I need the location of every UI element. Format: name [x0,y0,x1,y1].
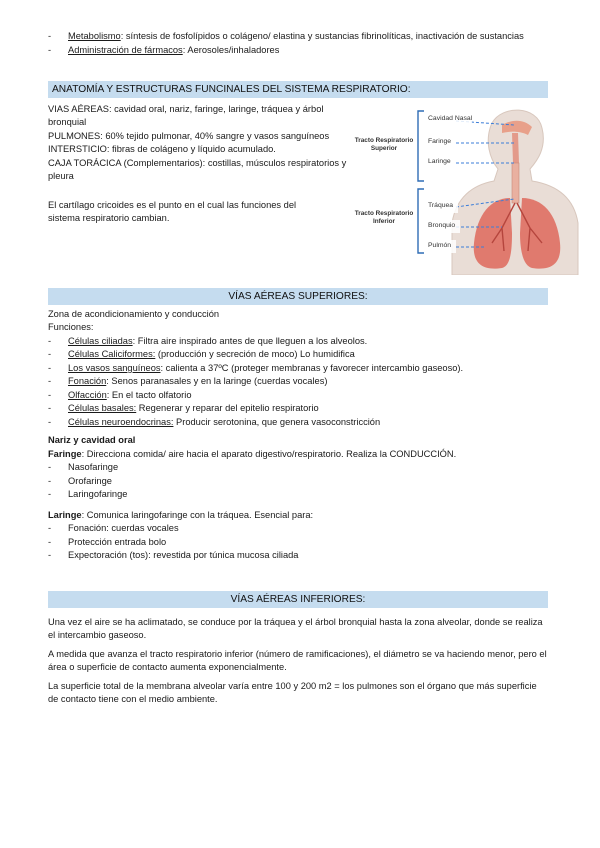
bullet-text: : síntesis de fosfolípidos o colágeno/ elastina y sustancias fibrinolíticas, inactivación de sustancias [120,31,524,41]
label-faringe: Faringe [428,138,452,145]
anatomy-line: CAJA TORÁCICA (Complementarios): costillas, músculos respiratorios y pleura [48,157,347,182]
list-item: - Nasofaringe [48,462,119,473]
upper-tract-title: Tracto Respiratorio Superior [354,137,414,153]
label-traquea: Tráquea [428,202,454,209]
respiratory-illustration [352,103,580,275]
list-item: - Células basales: Regenerar y reparar del epitelio respiratorio [48,403,319,414]
respiratory-tract-figure [352,103,580,275]
list-item: - Células Caliciformes: (producción y secreción de moco) Lo humidifica [48,349,355,360]
bullet-label: Metabolismo [68,31,121,41]
anatomy-line: PULMONES: 60% tejido pulmonar, 40% sangre y vasos sanguíneos [48,130,330,141]
list-item: - Células neuroendocrinas: Producir serotonina, que genera vasoconstricción [48,416,381,427]
lower-paragraph: Una vez el aire se ha aclimatado, se conduce por la tráquea y el árbol bronquial hasta la zona alveolar, donde se realiza el intercambio gaseoso. [48,617,543,641]
top-bullet-list [48,30,548,58]
label-laringe: Laringe [428,158,451,165]
anatomy-line: VIAS AÉREAS: cavidad oral, nariz, faringe, laringe, tráquea y árbol bronquial [48,104,324,128]
lower-bracket [418,189,424,253]
pharynx-line: Faringe: Direcciona comida/ aire hacia el aparato digestivo/respiratorio. Realiza la CONDUCCIÓN. [48,448,457,459]
functions-label: Funciones: [48,322,94,333]
list-item: - Fonación: cuerdas vocales [48,523,179,534]
anatomy-note: El cartílago cricoides es el punto en el cual las funciones del sistema respiratorio cambian. [48,199,297,224]
larynx-line: Laringe: Comunica laringofaringe con la tráquea. Esencial para: [48,509,314,520]
list-item: - Metabolismo: síntesis de fosfolípidos o colágeno/ elastina y sustancias fibrinolíticas, inactivación de sustancias [48,31,524,41]
upper-airways-content [48,308,548,562]
label-bronquio: Bronquio [428,222,456,229]
lower-paragraph: La superficie total de la membrana alveolar varía entre 100 y 200 m2 = los pulmones son el órgano que más superficie de contacto tiene con el medio ambiente. [48,680,537,705]
anatomy-text [48,103,348,226]
list-item: - Administración de fármacos: Aerosoles/inhaladores [48,45,280,56]
bullet-label: Administración de fármacos [68,45,183,56]
list-item: - Orofaringe [48,475,112,486]
section-heading-upper: VÍAS AÉREAS SUPERIORES: [48,288,548,305]
section-heading-lower: VÍAS AÉREAS INFERIORES: [48,591,548,608]
label-cavidad-nasal: Cavidad Nasal [428,115,473,122]
list-item: - Células ciliadas: Filtra aire inspirado antes de que lleguen a los alveolos. [48,335,368,346]
bullet-text: : Aerosoles/inhaladores [182,45,280,56]
lower-airways-content [48,616,548,707]
upper-bracket [418,111,424,181]
lower-tract-title: Tracto Respiratorio Inferior [354,210,414,226]
nose-heading: Nariz y cavidad oral [48,435,136,446]
list-item: - Olfacción: En el tacto olfatorio [48,389,192,400]
section-heading-anatomy: ANATOMÍA Y ESTRUCTURAS FUNCINALES DEL SISTEMA RESPIRATORIO: [48,81,548,98]
upper-intro: Zona de acondicionamiento y conducción [48,309,220,319]
list-item: - Laringofaringe [48,489,128,500]
label-pulmon: Pulmón [428,242,452,249]
list-item: - Protección entrada bolo [48,536,167,547]
list-item: - Los vasos sanguíneos: calienta a 37ºC (proteger membranas y favorecer intercambio gaseoso). [48,362,464,373]
anatomy-line: INTERSTICIO: fibras de colágeno y líquido acumulado. [48,144,276,155]
lower-paragraph: A medida que avanza el tracto respiratorio inferior (número de ramificaciones), el diámetro se va haciendo menor, pero el área o superficie de contacto aumenta exponencialmente. [48,648,547,673]
list-item: - Expectoración (tos): revestida por túnica mucosa ciliada [48,549,299,560]
list-item: - Fonación: Senos paranasales y en la laringe (cuerdas vocales) [48,376,328,387]
